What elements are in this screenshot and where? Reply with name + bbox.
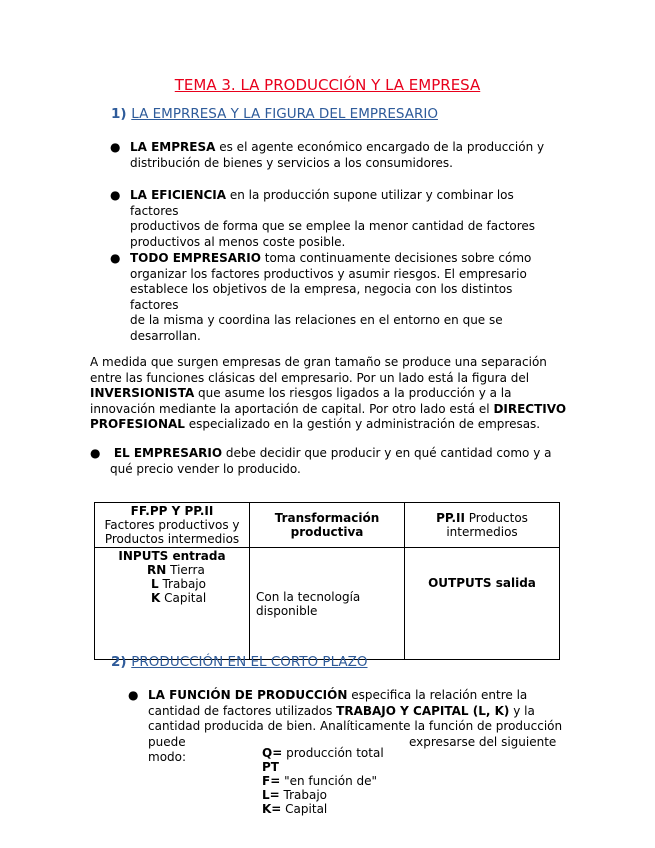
legend-text: Trabajo (279, 788, 328, 802)
text-line: intermedios (446, 525, 518, 539)
text-line: desarrollan. (130, 328, 201, 343)
text-line: establece los objetivos de la empresa, negocia con los distintos factores (130, 282, 513, 312)
text-line: es el agente económico encargado de la producción y (215, 140, 545, 154)
list-item (110, 251, 560, 344)
term: FF.PP Y PP.II (130, 504, 214, 518)
text-line: expresarse del siguiente (409, 734, 557, 749)
table-row (95, 503, 560, 548)
term: RN (147, 563, 167, 577)
text-line: disponible (256, 603, 318, 618)
text-line: Con la tecnología (256, 589, 361, 604)
table-cell (95, 503, 250, 548)
text-line: de la misma y coordina las relaciones en el entorno en que se (130, 313, 503, 327)
text-line: especifica la relación entre la (347, 688, 528, 702)
text-line: productivos de forma que se emplee la menor cantidad de factores (130, 219, 536, 233)
term: EL EMPRESARIO (113, 446, 223, 460)
term: K (151, 591, 161, 605)
term: OUTPUTS salida (428, 576, 536, 590)
bullet-icon: ● (110, 251, 121, 265)
page-title: TEMA 3. LA PRODUCCIÓN Y LA EMPRESA (174, 76, 481, 94)
term: PROFESIONAL (90, 417, 185, 431)
section-number: 2) (111, 654, 127, 670)
text-line: puede (148, 734, 186, 749)
term: LA EFICIENCIA (130, 188, 227, 202)
legend (262, 746, 384, 816)
text-line: especializado en la gestión y administración de empresas. (184, 417, 541, 431)
text-line: Capital (160, 591, 207, 605)
bullet-icon: ● (110, 140, 121, 154)
section-heading-2 (111, 654, 368, 671)
text-line: entre las funciones clásicas del empresario. Por un lado está la figura del (90, 370, 530, 385)
section-title: PRODUCCIÓN EN EL CORTO PLAZO (131, 654, 368, 670)
text-line: A medida que surgen empresas de gran tamaño se produce una separación (90, 355, 547, 369)
table-cell (405, 548, 560, 660)
term: INPUTS entrada (118, 549, 226, 563)
text-line: cantidad producida de bien. Analíticamente la función de producción (148, 719, 563, 733)
text-line: distribución de bienes y servicios a los consumidores. (130, 155, 453, 170)
text-line: productiva (290, 525, 364, 539)
list-item (110, 188, 560, 250)
legend-text: producción total (282, 746, 384, 760)
text-line: que asume los riesgos ligados a la producción y a la (194, 386, 512, 400)
text-line: cantidad de factores utilizados (148, 703, 337, 718)
table-cell (250, 548, 405, 660)
text-line: Trabajo (158, 577, 206, 591)
list-item (90, 446, 560, 477)
table-cell (250, 503, 405, 548)
text-line: toma continuamente decisiones sobre cómo (260, 251, 532, 265)
legend-symbol: Q= (262, 746, 283, 760)
text-line: qué precio vender lo producido. (110, 461, 301, 476)
text-line: y la (509, 703, 535, 718)
text-line: modo: (148, 750, 187, 764)
text-line: productivos al menos coste posible. (130, 234, 346, 249)
section-title: LA EMPRRESA Y LA FIGURA DEL EMPRESARIO (131, 106, 438, 122)
term: DIRECTIVO (493, 401, 567, 416)
text-line: debe decidir que producir y en qué cantidad como y a (222, 446, 552, 460)
bullet-icon: ● (90, 446, 101, 460)
text-line: innovación mediante la aportación de capital. Por otro lado está el (90, 401, 494, 416)
term: TRABAJO Y CAPITAL (L, K) (336, 703, 510, 718)
text-line: Productos intermedios (104, 532, 240, 546)
section-number: 1) (111, 106, 127, 122)
text-line: en la producción supone utilizar y combinar los factores (130, 188, 514, 218)
legend-text: "en función de" (280, 774, 378, 788)
text-line: Transformación (274, 511, 380, 525)
legend-symbol: F= (262, 774, 281, 788)
text-line: Productos (464, 511, 528, 525)
list-item (110, 140, 560, 171)
legend-text: Capital (281, 802, 328, 816)
text-line: Factores productivos y (104, 518, 240, 532)
table-cell (405, 503, 560, 548)
term: L (151, 577, 159, 591)
term: TODO EMPRESARIO (130, 251, 261, 265)
section-heading-1 (111, 106, 438, 123)
term: LA FUNCIÓN DE PRODUCCIÓN (148, 688, 348, 702)
table-cell (95, 548, 250, 660)
table-row (95, 548, 560, 660)
body-paragraph (90, 355, 570, 433)
bullet-icon: ● (110, 188, 121, 202)
term: INVERSIONISTA (90, 386, 195, 400)
text-line: Tierra (166, 563, 205, 577)
legend-symbol: L= (262, 788, 280, 802)
text-line: organizar los factores productivos y asumir riesgos. El empresario (130, 266, 527, 281)
production-table (94, 502, 560, 660)
term: LA EMPRESA (130, 140, 216, 154)
legend-symbol: PT (262, 760, 279, 774)
term: PP.II (436, 511, 465, 525)
legend-symbol: K= (262, 802, 282, 816)
bullet-icon: ● (128, 688, 139, 702)
